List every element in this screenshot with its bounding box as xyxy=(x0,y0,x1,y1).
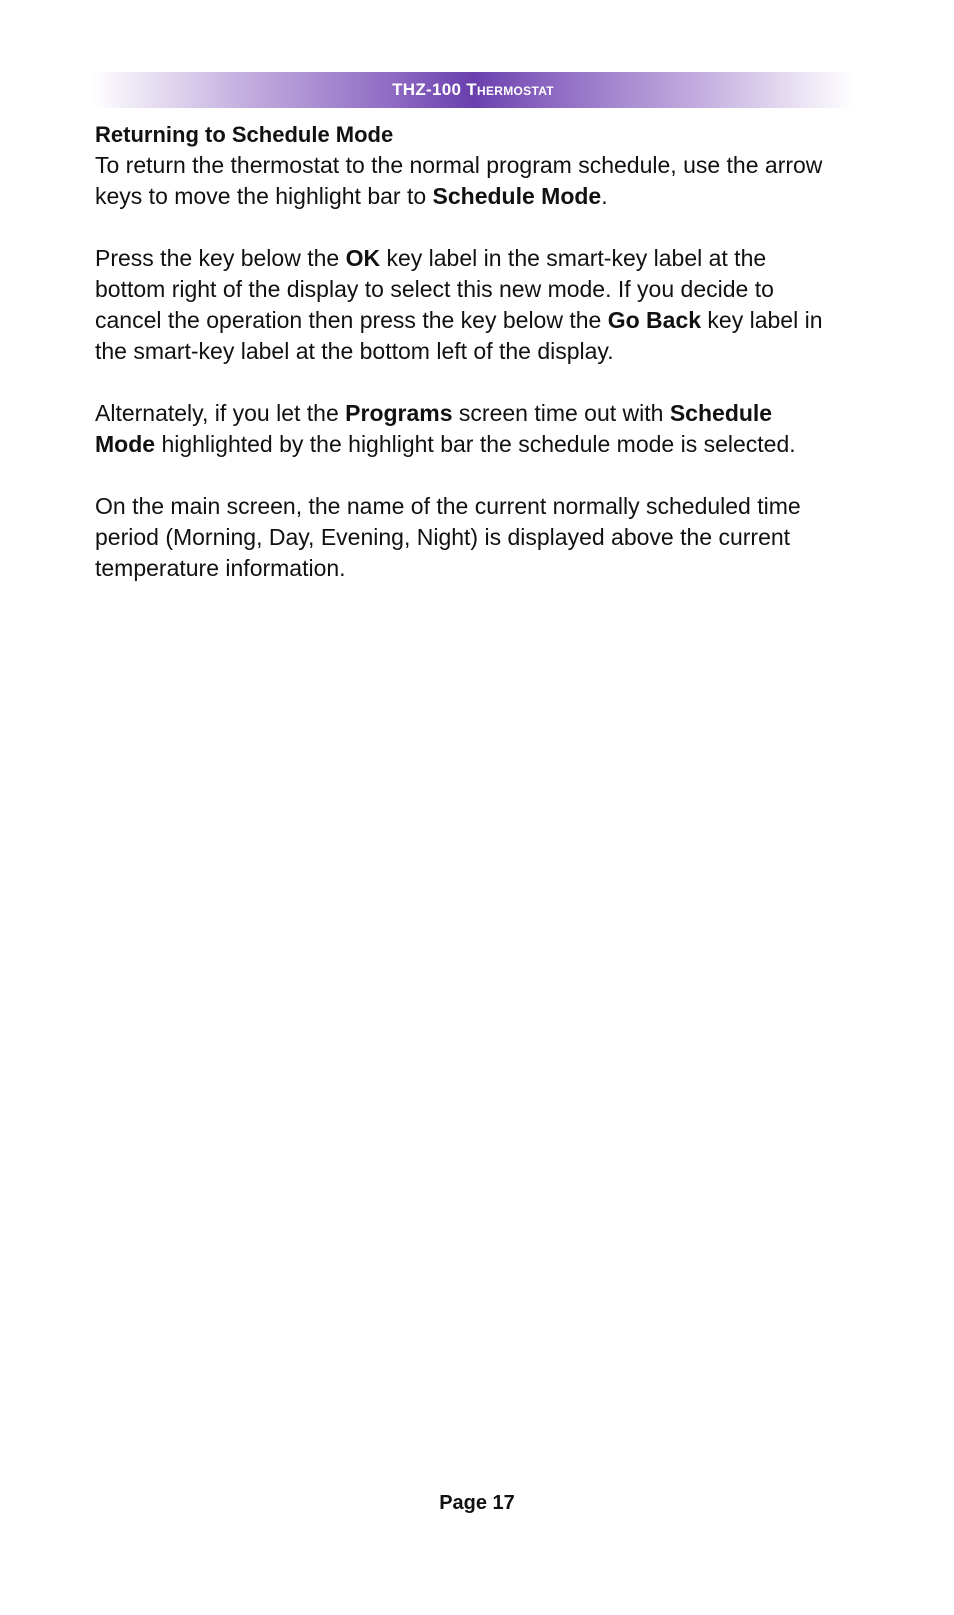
paragraph-2-text-2: key label in the smart-key label at the bottom right of the display to select this new mode. If you decide to cancel the operation then press the key below the xyxy=(95,245,774,333)
section-heading: Returning to Schedule Mode xyxy=(95,122,394,147)
paragraph-2-bold-go-back: Go Back xyxy=(607,307,702,333)
header-title-prefix: THZ-100 xyxy=(392,80,467,99)
header-bar xyxy=(92,72,854,108)
paragraph-1-text-1: To return the thermostat to the normal program schedule, use the arrow keys to move the highlight bar to xyxy=(95,152,823,209)
paragraph-3-bold-programs: Programs xyxy=(345,400,453,426)
header-title xyxy=(392,80,554,100)
document-body xyxy=(95,119,835,615)
paragraph-3 xyxy=(95,398,835,460)
header-title-smallcaps: Thermostat xyxy=(466,80,554,99)
paragraph-2-text-1: Press the key below the xyxy=(95,245,346,271)
paragraph-3-bold-schedule-mode: Schedule Mode xyxy=(95,400,773,457)
paragraph-2-text-3: key label in the smart-key label at the bottom left of the display. xyxy=(95,307,823,364)
paragraph-3-text-1: Alternately, if you let the xyxy=(95,400,346,426)
paragraph-2 xyxy=(95,243,835,367)
paragraph-4 xyxy=(95,491,835,584)
paragraph-3-text-2: screen time out with xyxy=(452,400,670,426)
paragraph-4-text-1: On the main screen, the name of the current normally scheduled time period (Morning, Day, Evening, Night) is displayed above the current temperature information. xyxy=(95,493,801,581)
paragraph-1-text-2: . xyxy=(601,183,608,209)
paragraph-1-bold-schedule-mode: Schedule Mode xyxy=(432,183,602,209)
paragraph-3-text-3: highlighted by the highlight bar the schedule mode is selected. xyxy=(155,431,796,457)
paragraph-1 xyxy=(95,150,835,212)
page-number: Page 17 xyxy=(439,1492,515,1514)
paragraph-2-bold-ok: OK xyxy=(345,245,381,271)
